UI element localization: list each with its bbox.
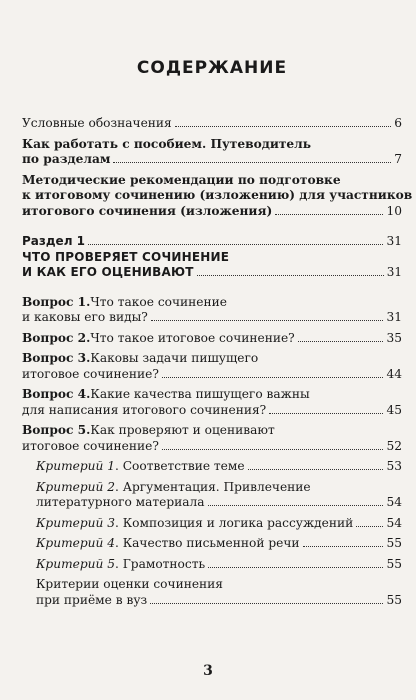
entry-text: итогового сочинения (изложения) — [22, 203, 273, 218]
entry-line — [22, 367, 402, 383]
page-ref: 10 — [386, 203, 402, 218]
question-label: Вопрос 3. — [22, 351, 91, 365]
leader-dots — [162, 449, 384, 450]
criterion-label: Критерий 1 — [36, 459, 115, 473]
leader-dots — [298, 341, 384, 342]
entry-line — [36, 577, 402, 593]
toc-title: СОДЕРЖАНИЕ — [136, 58, 288, 78]
criterion-entry — [22, 480, 402, 511]
leader-dots — [275, 214, 383, 215]
entry-text: к итоговому сочинению (изложению) для участников — [22, 188, 413, 202]
toc-entry — [22, 116, 402, 132]
question-entry — [22, 295, 402, 326]
page-ref: 44 — [386, 366, 402, 381]
page-ref: 55 — [386, 592, 402, 607]
leader-dots — [356, 526, 383, 527]
entry-line — [36, 593, 402, 609]
section-label: Раздел 1 — [22, 234, 86, 248]
leader-dots — [269, 413, 383, 414]
criteria-list — [22, 459, 402, 608]
questions-list — [22, 295, 402, 455]
entry-text: Какие качества пишущего важны — [90, 387, 310, 401]
entry-line — [36, 516, 402, 532]
entry-line — [22, 116, 402, 132]
entry-line — [22, 351, 402, 367]
entry-line — [22, 423, 402, 439]
section-label-line — [22, 234, 402, 250]
entry-text: Каковы задачи пишущего — [90, 351, 259, 365]
page-ref: 31 — [386, 234, 402, 248]
question-entry — [22, 423, 402, 454]
entry-text: Условные обозначения — [22, 116, 172, 130]
entry-text: Методические рекомендации по подготовке — [22, 172, 341, 187]
entry-line — [22, 295, 402, 311]
criterion-label: Критерий 5 — [36, 556, 115, 571]
leader-dots — [162, 377, 384, 378]
entry-line — [22, 403, 402, 419]
entry-line — [22, 188, 413, 204]
entry-text: . Аргументация. Привлечение — [114, 479, 311, 494]
entry-text: . Композиция и логика рассуждений — [114, 515, 354, 530]
page-ref: 53 — [386, 459, 402, 473]
entry-text: итоговое сочинение? — [22, 366, 159, 381]
page-ref: 54 — [386, 495, 402, 509]
criterion-label: Критерий 3 — [36, 515, 115, 530]
entry-text: Как работать с пособием. Путеводитель — [22, 136, 312, 151]
entry-text: . Соответствие теме — [114, 459, 245, 473]
entry-text: литературного материала — [36, 495, 205, 509]
front-matter — [22, 116, 413, 219]
leader-dots — [197, 275, 384, 276]
leader-dots — [151, 320, 384, 321]
criterion-entry — [22, 577, 402, 608]
page-ref: 55 — [386, 556, 402, 571]
section-title-line-1 — [22, 250, 402, 266]
section-1 — [22, 234, 402, 281]
page-ref: 45 — [386, 402, 402, 417]
page-ref: 54 — [386, 515, 402, 530]
toc-page — [22, 58, 413, 613]
entry-line — [36, 459, 402, 475]
leader-dots — [208, 567, 383, 568]
page-ref: 7 — [394, 152, 402, 166]
question-label: Вопрос 5. — [22, 423, 91, 437]
entry-line — [22, 204, 402, 220]
entry-text: при приёме в вуз — [36, 592, 148, 607]
entry-line — [22, 331, 402, 347]
page-ref: 31 — [386, 265, 402, 279]
leader-dots — [175, 126, 391, 127]
entry-text: по разделам — [22, 152, 111, 166]
leader-dots — [208, 505, 384, 506]
criterion-label: Критерий 4 — [36, 536, 115, 550]
entry-text: для написания итогового сочинения? — [22, 402, 267, 417]
page-ref: 31 — [386, 310, 402, 324]
entry-text: итоговое сочинение? — [22, 438, 159, 453]
question-label: Вопрос 1. — [22, 294, 91, 309]
entry-line — [36, 495, 402, 511]
page-number: 3 — [203, 663, 213, 679]
entry-text: . Грамотность — [114, 556, 206, 571]
criterion-entry — [22, 557, 402, 573]
leader-dots — [88, 244, 383, 245]
leader-dots — [150, 603, 383, 604]
section-title-1: ЧТО ПРОВЕРЯЕТ СОЧИНЕНИЕ — [22, 249, 230, 264]
entry-text: Критерии оценки сочинения — [36, 577, 223, 591]
page-ref: 52 — [386, 438, 402, 453]
page-ref: 35 — [386, 330, 402, 345]
section-title-2: И КАК ЕГО ОЦЕНИВАЮТ — [22, 265, 194, 279]
entry-line — [36, 557, 402, 573]
page-ref: 6 — [394, 116, 402, 130]
page-ref: 55 — [386, 536, 402, 550]
entry-line — [36, 536, 402, 552]
entry-text: Что такое итоговое сочинение? — [90, 330, 295, 345]
entry-text: . Качество письменной речи — [114, 536, 300, 550]
leader-dots — [113, 162, 391, 163]
criterion-entry — [22, 536, 402, 552]
entry-line — [22, 310, 402, 326]
entry-line — [22, 152, 402, 168]
entry-text: Что такое сочинение — [90, 294, 227, 309]
entry-line — [36, 480, 402, 496]
leader-dots — [248, 469, 384, 470]
entry-text: Как проверяют и оценивают — [90, 423, 275, 437]
toc-entry — [22, 172, 413, 220]
criterion-entry — [22, 459, 402, 475]
entry-text: и каковы его виды? — [22, 310, 148, 324]
entry-line — [22, 387, 402, 403]
question-label: Вопрос 4. — [22, 387, 91, 401]
question-entry — [22, 387, 402, 418]
question-entry — [22, 331, 402, 347]
entry-line — [22, 439, 402, 455]
entry-line — [22, 173, 402, 189]
leader-dots — [303, 546, 384, 547]
section-title-line-2 — [22, 265, 402, 281]
question-label: Вопрос 2. — [22, 330, 91, 345]
entry-line — [22, 137, 402, 153]
question-entry — [22, 351, 402, 382]
criterion-entry — [22, 516, 402, 532]
criterion-label: Критерий 2 — [36, 479, 115, 494]
toc-entry — [22, 137, 402, 168]
